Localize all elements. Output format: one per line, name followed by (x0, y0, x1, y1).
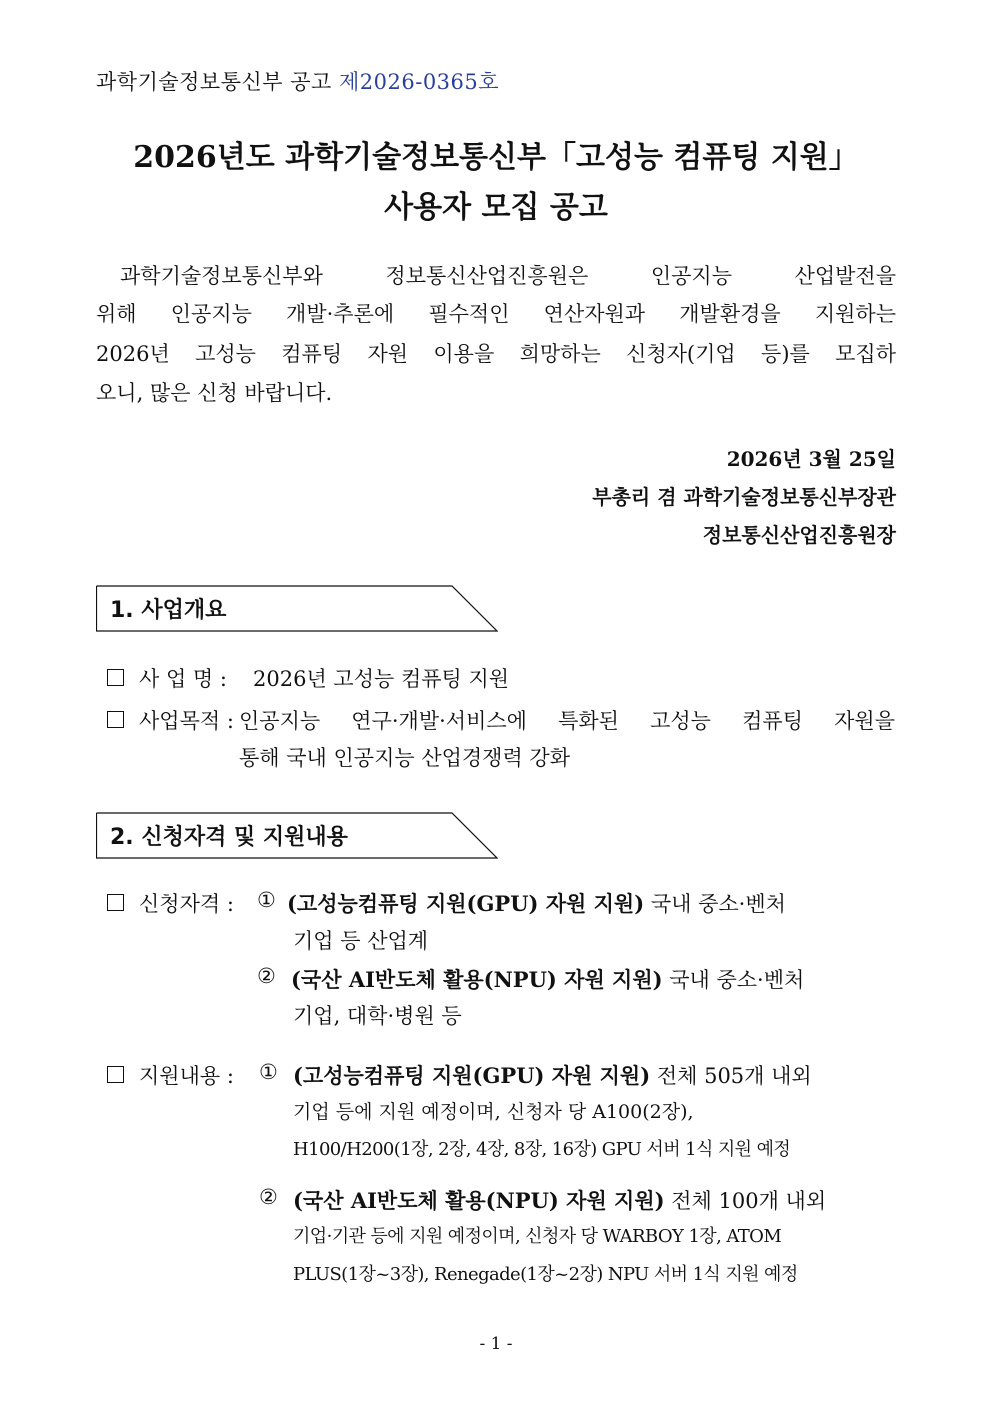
support-item-2-continued-2: PLUS(1장~3장), Renegade(1장~2장) NPU 서버 1식 지원 예정 (293, 1264, 798, 1285)
support-item-1-title: (고성능컴퓨팅 지원(GPU) 자원 지원) (293, 1063, 651, 1088)
marker-circled-2: ② (259, 1185, 278, 1209)
support-block (107, 1060, 897, 1300)
page-number: - 1 - (479, 1334, 513, 1354)
item-text: 2026년 고성능 컴퓨팅 지원 (253, 667, 510, 691)
support-item-1-text: 전체 505개 내외 (650, 1064, 812, 1088)
checkbox-square-icon (107, 894, 124, 911)
item-text: 인공지능 연구·개발·서비스에 특화된 고성능 컴퓨팅 자원을 (239, 709, 895, 733)
section-1-title: 1. 사업개요 (110, 598, 227, 623)
item-label: 신청자격 : (139, 892, 234, 916)
support-item-1-continued: 기업 등에 지원 예정이며, 신청자 당 A100(2장), (293, 1101, 694, 1123)
signer-agency: 정보통신산업진흥원장 (702, 523, 896, 547)
item-label: 사업목적 : (139, 709, 234, 733)
support-item-2-continued: 기업·기관 등에 지원 예정이며, 신청자 당 WARBOY 1장, ATOM (293, 1226, 782, 1247)
section-2-heading (96, 812, 498, 858)
marker-circled-2: ② (257, 964, 276, 988)
checkbox-square-icon (107, 711, 124, 728)
support-item-1 (293, 1060, 812, 1090)
intro-line-3: 2026년 고성능 컴퓨팅 자원 이용을 희망하는 신청자(기업 등)를 모집하 (96, 342, 896, 366)
intro-line-2: 위해 인공지능 개발·추론에 필수적인 연산자원과 개발환경을 지원하는 (96, 302, 896, 326)
item-text-continued: 통해 국내 인공지능 산업경쟁력 강화 (239, 746, 570, 770)
marker-circled-1: ① (259, 1060, 278, 1084)
item-label: 사 업 명 : (139, 667, 227, 691)
support-item-1-continued-2: H100/H200(1장, 2장, 4장, 8장, 16장) GPU 서버 1식 지원 예정 (293, 1139, 791, 1160)
eligibility-item-2-text: 국내 중소·벤처 (662, 968, 805, 992)
page-subtitle: 사용자 모집 공고 (384, 190, 608, 225)
page-title: 2026년도 과학기술정보통신부「고성능 컴퓨팅 지원」 (133, 140, 859, 175)
support-item-2-title: (국산 AI반도체 활용(NPU) 자원 지원) (293, 1188, 665, 1213)
eligibility-item-1-title: (고성능컴퓨팅 지원(GPU) 자원 지원) (287, 891, 645, 916)
signer-minister: 부총리 겸 과학기술정보통신부장관 (592, 485, 896, 509)
support-item-2 (293, 1185, 826, 1215)
section-1-heading (96, 585, 498, 631)
notice-prefix: 과학기술정보통신부 공고 (96, 70, 339, 94)
section-2-title: 2. 신청자격 및 지원내용 (110, 825, 348, 850)
notice-number: 제2026-0365호 (339, 70, 500, 94)
support-item-2-text: 전체 100개 내외 (664, 1189, 827, 1213)
eligibility-item-2-title: (국산 AI반도체 활용(NPU) 자원 지원) (291, 967, 663, 992)
checkbox-square-icon (107, 1066, 124, 1083)
eligibility-item-1 (287, 888, 786, 918)
eligibility-item-1-continued: 기업 등 산업계 (293, 929, 429, 953)
marker-circled-1: ① (257, 888, 276, 912)
intro-line-4: 오니, 많은 신청 바랍니다. (96, 381, 333, 405)
eligibility-item-1-text: 국내 중소·벤처 (644, 892, 786, 916)
intro-line-1: 과학기술정보통신부와 정보통신산업진흥원은 인공지능 산업발전을 (120, 264, 896, 288)
item-label: 지원내용 : (139, 1064, 234, 1088)
notice-line (96, 66, 499, 96)
checkbox-square-icon (107, 669, 124, 686)
eligibility-block (107, 888, 897, 1038)
eligibility-item-2 (291, 964, 804, 994)
eligibility-item-2-continued: 기업, 대학·병원 등 (293, 1004, 462, 1028)
notice-date: 2026년 3월 25일 (726, 447, 896, 471)
